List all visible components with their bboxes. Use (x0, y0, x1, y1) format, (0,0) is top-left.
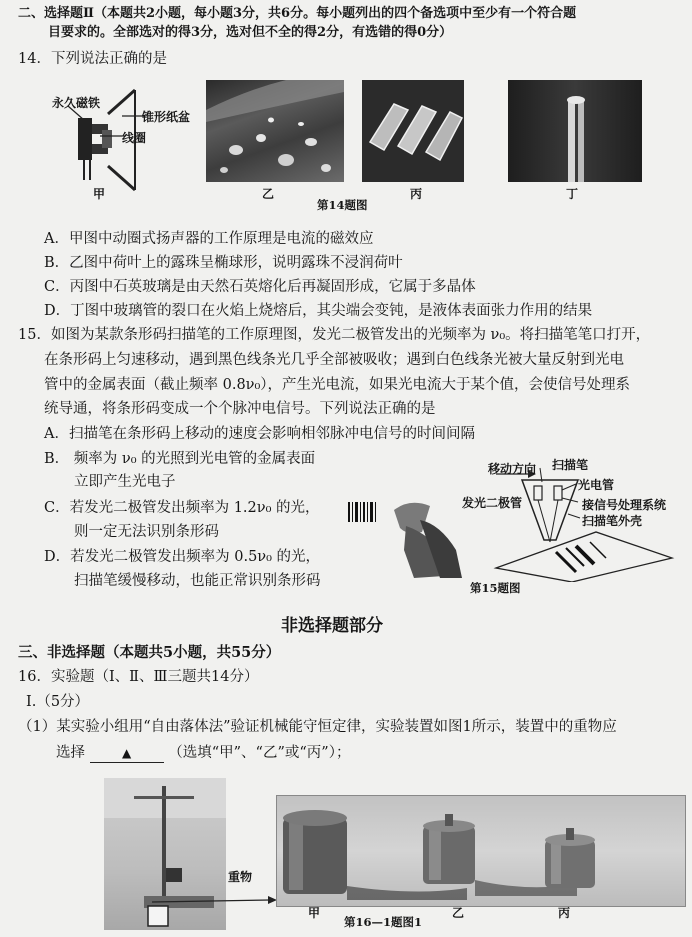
q15-option-c-line1: C．若发光二极管发出频率为 1.2ν₀ 的光， (44, 500, 320, 516)
q14-photo-ding (508, 80, 642, 182)
label-pen: 扫描笔 (552, 458, 589, 472)
label-shell: 扫描笔外壳 (582, 514, 643, 528)
q14-option-c: C．丙图中石英玻璃是由天然石英熔化后再凝固形成，它属于多晶体 (44, 279, 476, 295)
q15-stem-line4: 统导通，将条形码变成一个个脉冲电信号。下列说法正确的是 (44, 401, 436, 417)
label-phototube: 光电管 (578, 478, 615, 492)
q15-option-b-line1: B． 频率为 ν₀ 的光照到光电管的金属表面 (44, 451, 316, 467)
triangle-icon: ▲ (121, 746, 132, 760)
label-magnet: 永久磁铁 (52, 96, 101, 110)
q16-caption: 第16—1题图1 (344, 915, 423, 929)
barcode-icon (348, 502, 376, 522)
label-led: 发光二极管 (462, 496, 523, 510)
q15-caption: 第15题图 (470, 581, 521, 595)
section2-heading: 二、选择题Ⅱ（本题共2小题，每小题3分，共6分。每小题列出的四个备选项中至少有一个符合题 (18, 6, 577, 21)
q15-option-c-line2: 则一定无法识别条形码 (74, 524, 219, 540)
q14-photo-bing (362, 80, 464, 182)
glass-tube-graphic (508, 80, 642, 182)
q15-option-d-line2: 扫描笔缓慢移动，也能正常识别条形码 (74, 573, 321, 589)
q16-photo-weights (276, 795, 686, 907)
q15-stem-line3: 管中的金属表面（截止频率 0.8ν₀），产生光电流，如果光电流大于某个值，会使信号处理系 (44, 377, 631, 393)
q14-caption: 第14题图 (317, 198, 368, 212)
dew-drops-graphic (206, 80, 344, 182)
label-weight: 重物 (228, 870, 253, 884)
label-signal: 接信号处理系统 (582, 498, 667, 512)
scanner-schematic-graphic (466, 460, 686, 582)
q14-option-b: B．乙图中荷叶上的露珠呈椭球形，说明露珠不浸润荷叶 (44, 255, 403, 271)
nonchoice-title: 非选择题部分 (281, 616, 383, 636)
q15-option-a: A．扫描笔在条形码上移动的速度会影响相邻脉冲电信号的时间间隔 (44, 426, 475, 442)
q15-stem-line1: 15．如图为某款条形码扫描笔的工作原理图，发光二极管发出的光频率为 ν₀。将扫描笔笔口打开， (18, 327, 651, 343)
label-coil: 线圈 (122, 131, 147, 145)
q15-option-b-line2: 立即产生光电子 (74, 474, 176, 490)
label-bing: 丙 (410, 187, 423, 201)
q14-figure-jia (40, 80, 210, 200)
label-weight-jia: 甲 (308, 906, 321, 920)
hand-scanner-graphic (344, 480, 464, 580)
label-weight-yi: 乙 (452, 906, 465, 920)
q15-stem-line2: 在条形码上匀速移动，遇到黑色线条光几乎全部被吸收；遇到白色线条光被大量反射到光电 (44, 352, 624, 368)
weights-graphic (277, 796, 685, 906)
label-ding: 丁 (566, 187, 579, 201)
section3-heading: 三、非选择题（本题共5小题，共55分） (18, 644, 281, 661)
q16-sub1-line2 (56, 743, 350, 763)
label-jia: 甲 (93, 187, 106, 201)
q16-part1: Ⅰ.（5分） (26, 694, 90, 710)
label-yi: 乙 (262, 187, 275, 201)
q16-heading: 16．实验题（Ⅰ、Ⅱ、Ⅲ三题共14分） (18, 669, 259, 685)
label-cone: 锥形纸盆 (142, 110, 191, 124)
q14-stem: 14．下列说法正确的是 (18, 51, 167, 67)
q14-photo-yi (206, 80, 344, 182)
q15-schematic (462, 458, 686, 582)
q14-option-a: A．甲图中动圈式扬声器的工作原理是电流的磁效应 (44, 231, 374, 247)
label-direction: 移动方向 (488, 462, 537, 476)
quartz-glass-graphic (362, 80, 464, 182)
q15-photo-scanner (344, 480, 464, 580)
section2-heading-cont: 目要求的。全部选对的得3分，选对但不全的得2分，有选错的得0分） (48, 25, 453, 40)
label-weight-bing: 丙 (558, 906, 571, 920)
q16-sub1-pre: 选择 (56, 745, 85, 761)
q15-option-d-line1: D．若发光二极管发出频率为 0.5ν₀ 的光， (44, 549, 321, 565)
q14-option-d: D．丁图中玻璃管的裂口在火焰上烧熔后，其尖端会变钝，是液体表面张力作用的结果 (44, 303, 593, 319)
answer-blank[interactable] (90, 745, 164, 763)
q16-sub1-post: （选填“甲”、“乙”或“丙”）； (168, 745, 351, 761)
pointer-arrow (150, 892, 278, 908)
q16-sub1-line1: （1）某实验小组用“自由落体法”验证机械能守恒定律，实验装置如图1所示，装置中的重物应 (18, 719, 617, 735)
